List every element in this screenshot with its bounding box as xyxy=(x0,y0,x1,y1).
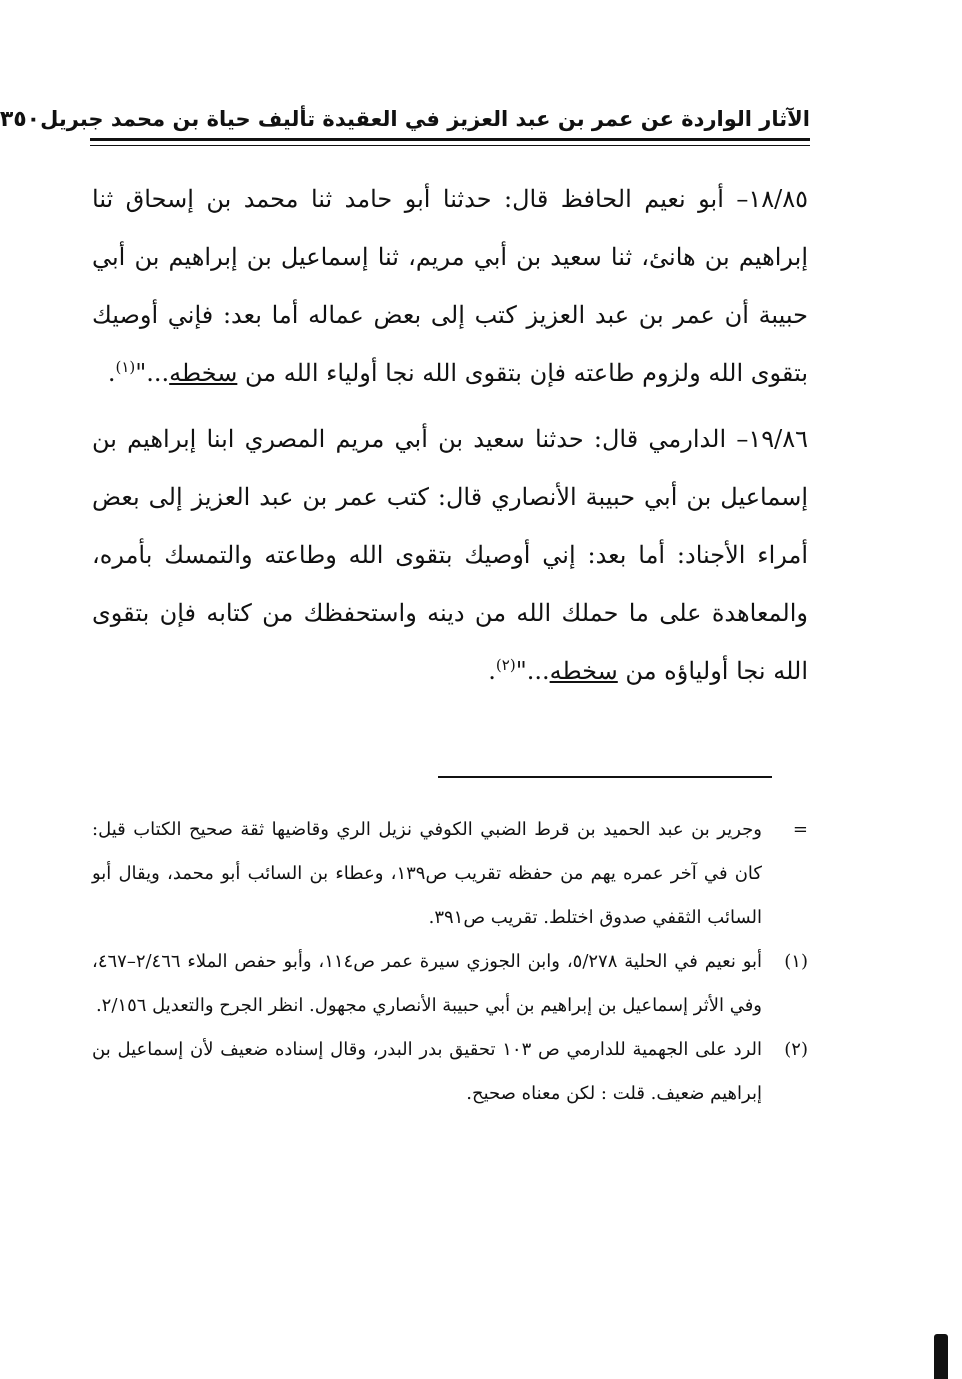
footnotes xyxy=(92,808,808,1116)
entry-ellipsis: ..." xyxy=(135,359,170,387)
entry-86 xyxy=(92,410,808,700)
entry-end: . xyxy=(488,657,496,685)
header-rule-thin xyxy=(90,145,810,146)
underlined-word: سخطه xyxy=(549,657,618,685)
footnote-text: أبو نعيم في الحلية ٥/٢٧٨، وابن الجوزي سيرة عمر ص١١٤، وأبو حفص الملاء ٢/٤٦٦–٤٦٧، وفي الأثر إسماعيل بن إبراهيم بن أبي حبيبة الأنصاري مجهول. انظر الجرح والتعديل ٢/١٥٦. xyxy=(92,951,763,1016)
footnote-ref: (٢) xyxy=(495,656,516,674)
scan-edge-mark xyxy=(934,1334,948,1379)
footnote-ref: (١) xyxy=(115,358,136,376)
entry-number: ١٩/٨٦– xyxy=(736,425,808,453)
footnote-text: وجرير بن عبد الحميد بن قرط الضبي الكوفي نزيل الري وقاضيها ثقة صحيح الكتاب قيل: كان في آخر عمره يهم من حفظه تقريب ص١٣٩، وعطاء بن السائب أبو محمد، ويقال أبو السائب الثقفي صدوق اختلط. تقريب ص٣٩١. xyxy=(92,819,762,928)
footnote-separator xyxy=(438,776,772,778)
footnote-text: الرد على الجهمية للدارمي ص ١٠٣ تحقيق بدر البدر، وقال إسناده ضعيف لأن إسماعيل بن إبراهيم ضعيف. قلت : لكن معناه صحيح. xyxy=(92,1039,762,1104)
header-rule-thick xyxy=(90,138,810,141)
entry-text: أبو نعيم الحافظ قال: حدثنا أبو حامد ثنا محمد بن إسحاق ثنا إبراهيم بن هانئ، ثنا سعيد بن أبي مريم، ثنا إسماعيل بن إبراهيم بن أبي حبيبة أن عمر بن عبد العزيز كتب إلى بعض عماله أما بعد: فإني أوصيك بتقوى الله ولزوم طاعته فإن بتقوى الله نجا أولياء الله من xyxy=(92,185,808,387)
footnote-continuation xyxy=(92,808,808,940)
footnote-2 xyxy=(92,1028,808,1116)
entry-text: الدارمي قال: حدثنا سعيد بن أبي مريم المصري ابنا إبراهيم بن إسماعيل بن أبي حبيبة الأنصاري قال: كتب عمر بن عبد العزيز إلى بعض أمراء الأجناد: أما بعد: إني أوصيك بتقوى الله وطاعته والتمسك بأمره، والمعاهدة على ما حملك الله من دينه واستحفظك من كتابه فإن بتقوى الله نجا أولياؤه من xyxy=(92,425,808,685)
entry-number: ١٨/٨٥– xyxy=(736,185,808,213)
footnote-marker: (٢) xyxy=(784,1039,808,1060)
footnote-marker: (١) xyxy=(784,951,808,972)
page-header xyxy=(0,104,810,134)
running-title: الآثار الواردة عن عمر بن عبد العزيز في العقيدة تأليف حياة بن محمد جبريل xyxy=(40,107,810,131)
underlined-word: سخطه xyxy=(169,359,238,387)
page-number: ٣٥٠ xyxy=(0,106,41,132)
main-text xyxy=(92,170,808,700)
entry-85 xyxy=(92,170,808,402)
continuation-marker: = xyxy=(792,819,808,840)
footnote-1 xyxy=(92,940,808,1028)
entry-ellipsis: ..." xyxy=(515,657,550,685)
entry-end: . xyxy=(107,359,116,387)
